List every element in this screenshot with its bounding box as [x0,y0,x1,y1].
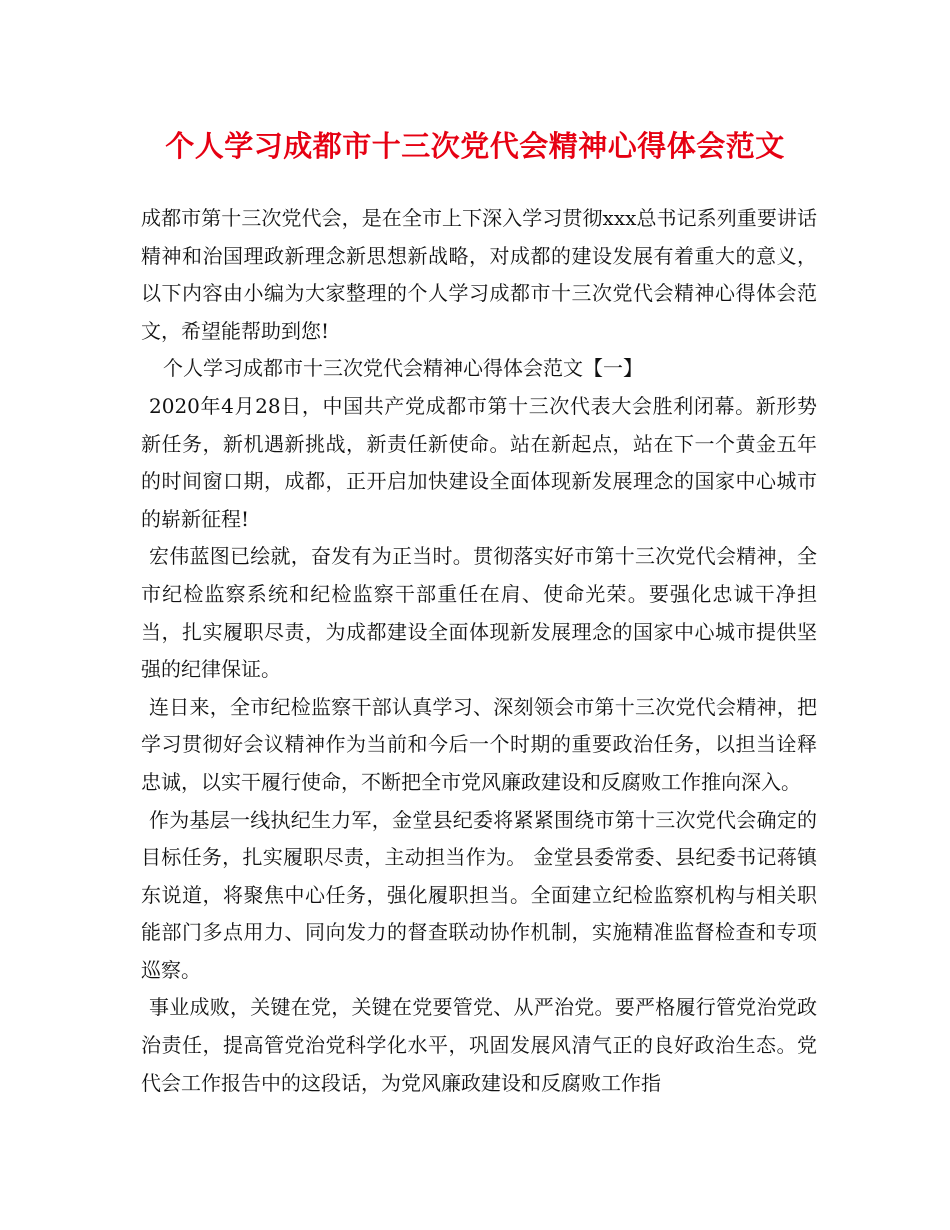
body-paragraph: 事业成败，关键在党，关键在党要管党、从严治党。要严格履行管党治党政治责任，提高管党治党科学化水平，巩固发展风清气正的良好政治生态。党代会工作报告中的这段话，为党风廉政建设和反腐败工作指 [141,995,817,1095]
document-body [141,200,817,1102]
body-paragraph: 连日来，全市纪检监察干部认真学习、深刻领会市第十三次党代会精神，把学习贯彻好会议精神作为当前和今后一个时期的重要政治任务，以担当诠释忠诚，以实干履行使命，不断把全市党风廉政建设和反腐败工作推向深入。 [141,694,817,794]
body-paragraph: 2020年4月28日，中国共产党成都市第十三次代表大会胜利闭幕。新形势新任务，新机遇新挑战，新责任新使命。站在新起点，站在下一个黄金五年的时间窗口期，成都，正开启加快建设全面体现新发展理念的国家中心城市的崭新征程! [141,393,817,531]
body-paragraph: 作为基层一线执纪生力军，金堂县纪委将紧紧围绕市第十三次党代会确定的目标任务，扎实履职尽责，主动担当作为。 金堂县委常委、县纪委书记蒋镇东说道，将聚焦中心任务，强化履职担当。全面建立纪检监察机构与相关职能部门多点用力、同向发力的督查联动协作机制，实施精准监督检查和专项巡察。 [141,807,817,982]
document-title: 个人学习成都市十三次党代会精神心得体会范文 [165,129,785,163]
section-heading: 个人学习成都市十三次党代会精神心得体会范文【一】 [163,356,643,381]
body-paragraph: 宏伟蓝图已绘就，奋发有为正当时。贯彻落实好市第十三次党代会精神，全市纪检监察系统和纪检监察干部重任在肩、使命光荣。要强化忠诚干净担当，扎实履职尽责，为成都建设全面体现新发展理念的国家中心城市提供坚强的纪律保证。 [141,544,817,682]
intro-paragraph: 成都市第十三次党代会，是在全市上下深入学习贯彻xxx总书记系列重要讲话精神和治国理政新理念新思想新战略，对成都的建设发展有着重大的意义，以下内容由小编为大家整理的个人学习成都市十三次党代会精神心得体会范文，希望能帮助到您! [141,206,817,343]
